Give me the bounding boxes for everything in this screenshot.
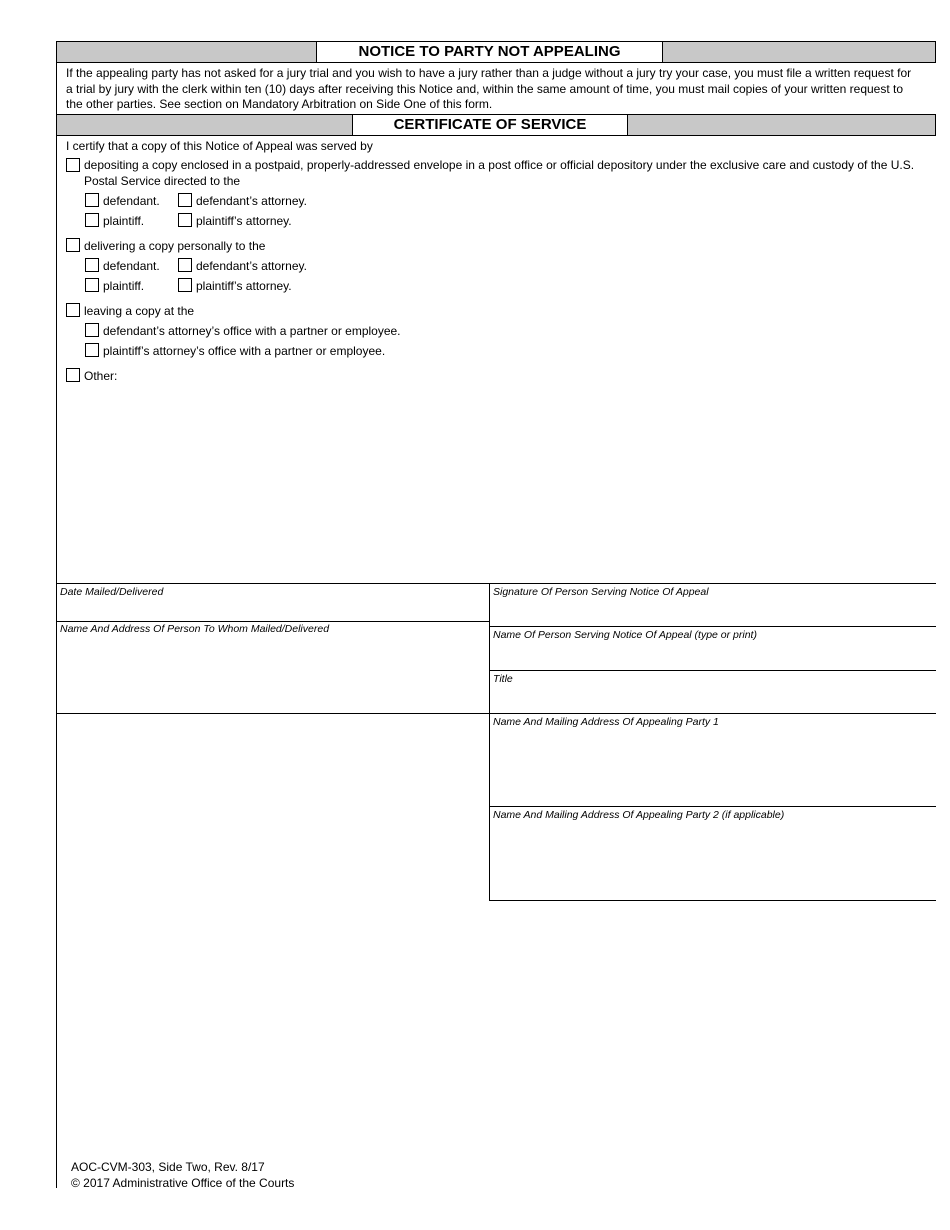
party1-field-label: Name And Mailing Address Of Appealing Party 1 xyxy=(493,716,719,728)
mail-plaintiff-attorney-label: plaintiff’s attorney. xyxy=(196,214,292,228)
deliver-option-checkbox[interactable] xyxy=(66,238,80,252)
form-left-border xyxy=(56,41,57,1188)
party1-field-bottom-border xyxy=(489,806,936,807)
mail-defendant-checkbox[interactable] xyxy=(85,193,99,207)
mail-plaintiff-label: plaintiff. xyxy=(103,214,145,228)
mail-defendant-attorney-checkbox[interactable] xyxy=(178,193,192,207)
deliver-defendant-label: defendant. xyxy=(103,259,160,273)
deliver-plaintiff-attorney-checkbox[interactable] xyxy=(178,278,192,292)
fields-column-divider xyxy=(489,583,490,901)
party1-input[interactable] xyxy=(493,730,933,804)
leave-plaintiff-office-checkbox[interactable] xyxy=(85,343,99,357)
fields-top-border xyxy=(56,583,936,584)
mail-option-checkbox[interactable] xyxy=(66,158,80,172)
other-option-checkbox[interactable] xyxy=(66,368,80,382)
date-field-label: Date Mailed/Delivered xyxy=(60,586,164,598)
recipient-input[interactable] xyxy=(60,637,485,711)
title-input[interactable] xyxy=(493,687,933,711)
deliver-defendant-attorney-checkbox[interactable] xyxy=(178,258,192,272)
mail-plaintiff-checkbox[interactable] xyxy=(85,213,99,227)
mail-plaintiff-attorney-checkbox[interactable] xyxy=(178,213,192,227)
mail-option-label: depositing a copy enclosed in a postpaid, properly-addressed envelope in a post office or official depository under the exclusive care and custody of the U.S. Postal Service directed to the xyxy=(84,158,915,188)
signature-field-label: Signature Of Person Serving Notice Of Appeal xyxy=(493,586,709,598)
deliver-plaintiff-checkbox[interactable] xyxy=(85,278,99,292)
deliver-option-label: delivering a copy personally to the xyxy=(84,239,266,253)
mail-defendant-label: defendant. xyxy=(103,194,160,208)
other-text-input[interactable] xyxy=(125,366,925,576)
mail-defendant-attorney-label: defendant’s attorney. xyxy=(196,194,307,208)
server-name-input[interactable] xyxy=(493,643,933,668)
date-field-bottom-border xyxy=(56,621,489,622)
date-input[interactable] xyxy=(60,600,485,619)
copyright: © 2017 Administrative Office of the Courts xyxy=(71,1176,295,1190)
signature-field-bottom-border xyxy=(489,626,936,627)
deliver-plaintiff-label: plaintiff. xyxy=(103,279,145,293)
leave-defendant-office-checkbox[interactable] xyxy=(85,323,99,337)
form-id: AOC-CVM-303, Side Two, Rev. 8/17 xyxy=(71,1160,265,1174)
server-name-field-label: Name Of Person Serving Notice Of Appeal (type or print) xyxy=(493,629,757,641)
leave-option-label: leaving a copy at the xyxy=(84,304,195,318)
recipient-field-label: Name And Address Of Person To Whom Mailed/Delivered xyxy=(60,623,330,635)
title-field-bottom-border xyxy=(56,713,936,714)
other-option-label: Other: xyxy=(84,369,118,383)
certificate-title: CERTIFICATE OF SERVICE xyxy=(352,114,628,136)
notice-text: If the appealing party has not asked for a jury trial and you wish to have a jury rather than a judge without a jury try your case, you must file a written request for a trial by jury with the clerk within ten (10) days after receiving this Notice and, within the same amount of time, you must mail copies of your written request to the other parties. See section on Mandatory Arbitration on Side One of this form. xyxy=(66,66,912,111)
server-name-field-bottom-border xyxy=(489,670,936,671)
leave-plaintiff-office-label: plaintiff’s attorney’s office with a partner or employee. xyxy=(103,344,386,358)
party2-field-bottom-border xyxy=(489,900,936,901)
notice-title: NOTICE TO PARTY NOT APPEALING xyxy=(316,41,663,63)
leave-defendant-office-label: defendant’s attorney’s office with a partner or employee. xyxy=(103,324,401,338)
leave-option-checkbox[interactable] xyxy=(66,303,80,317)
party2-input[interactable] xyxy=(493,823,933,898)
deliver-defendant-checkbox[interactable] xyxy=(85,258,99,272)
signature-input[interactable] xyxy=(493,600,933,624)
party2-field-label: Name And Mailing Address Of Appealing Party 2 (if applicable) xyxy=(493,809,785,821)
deliver-plaintiff-attorney-label: plaintiff’s attorney. xyxy=(196,279,292,293)
title-field-label: Title xyxy=(493,673,513,685)
certificate-intro: I certify that a copy of this Notice of Appeal was served by xyxy=(66,139,373,153)
deliver-defendant-attorney-label: defendant’s attorney. xyxy=(196,259,307,273)
